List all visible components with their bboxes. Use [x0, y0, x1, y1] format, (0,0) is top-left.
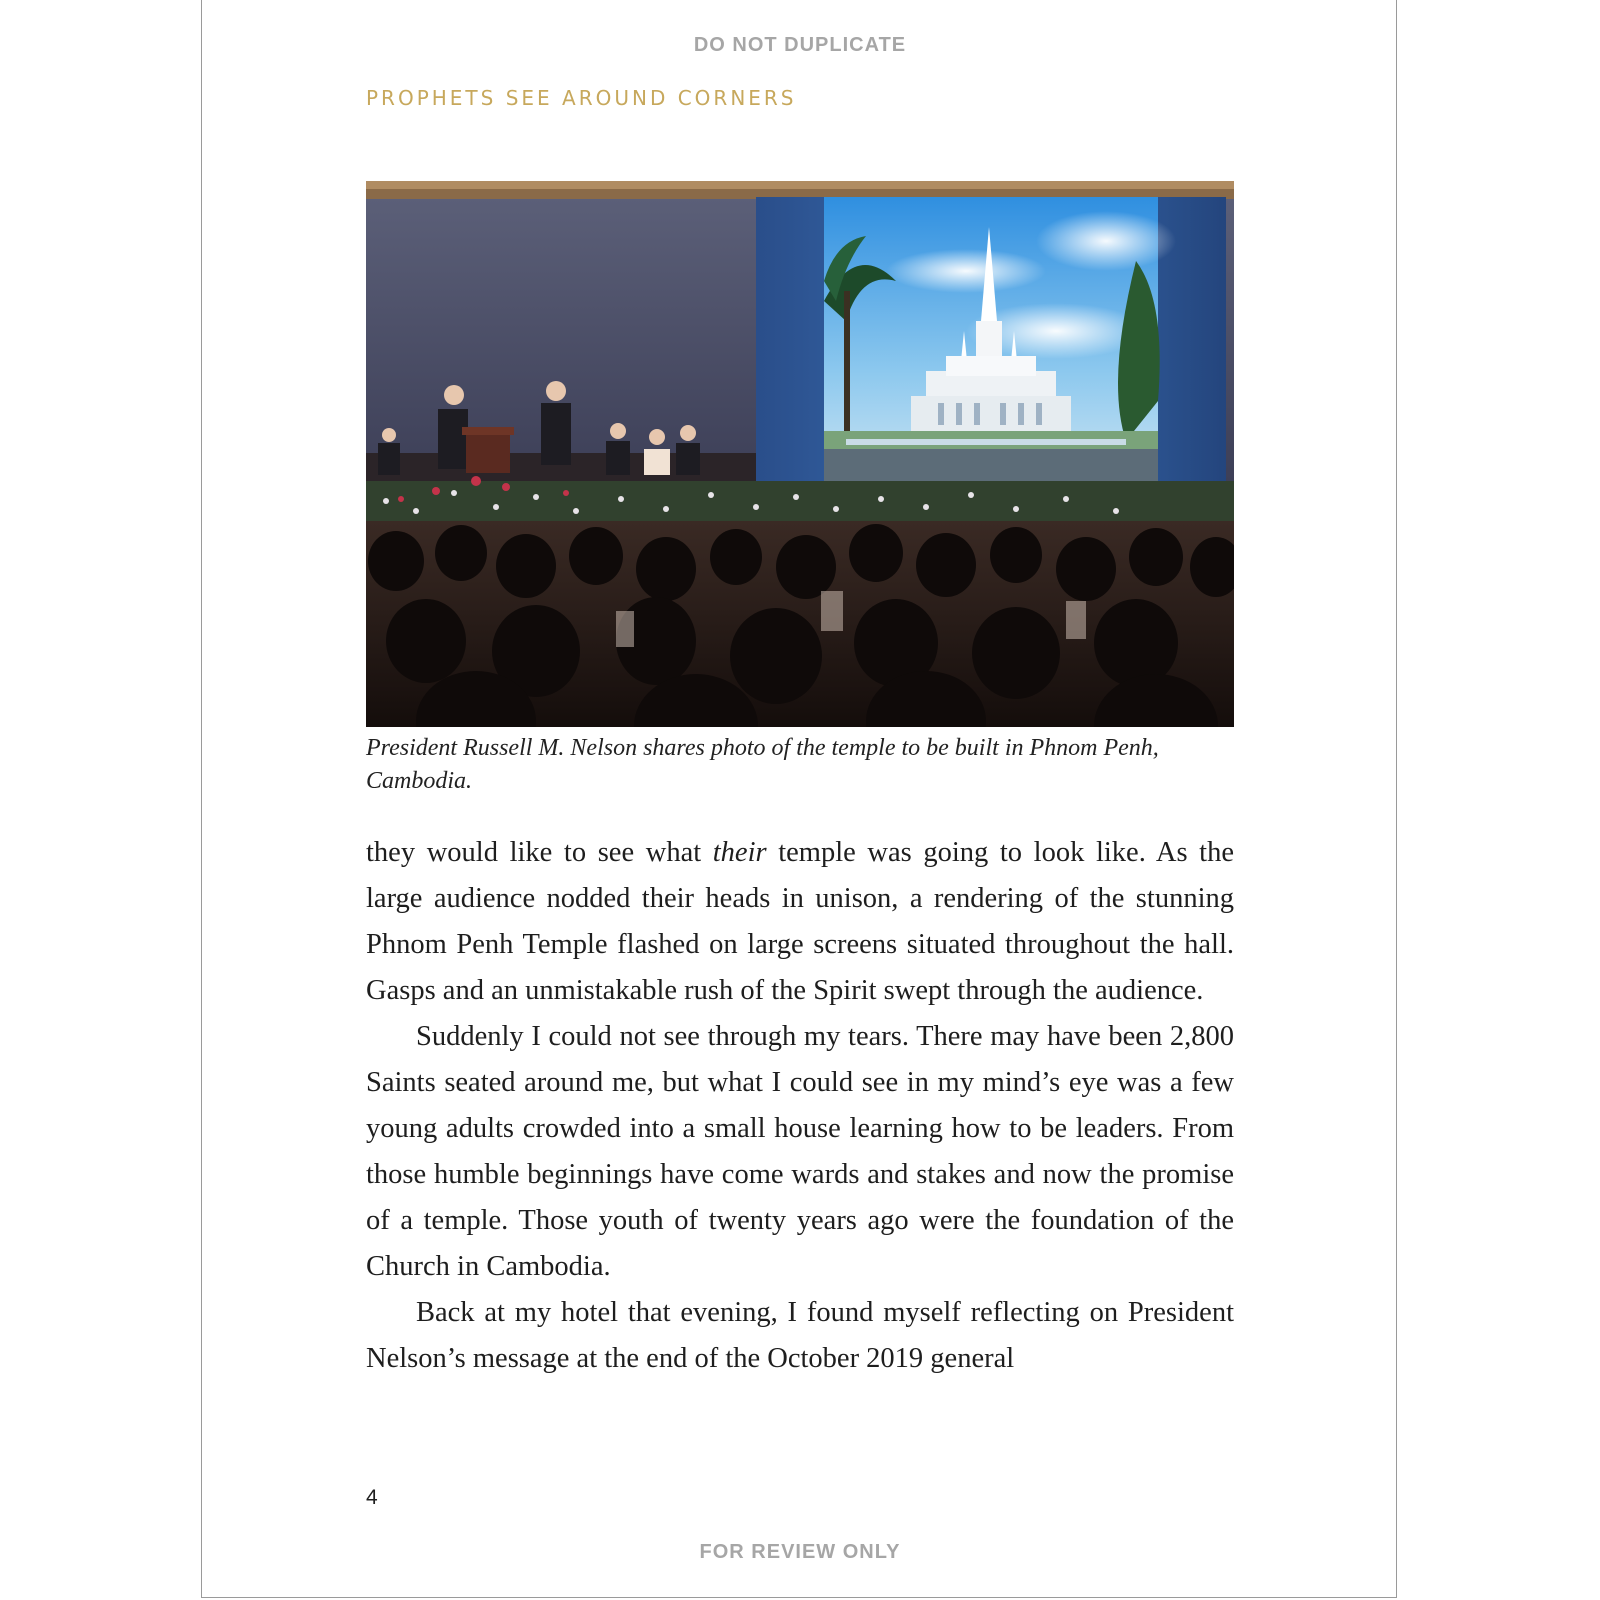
body-text	[366, 830, 1234, 1382]
running-head: PROPHETS SEE AROUND CORNERS	[366, 86, 797, 110]
emphasis-their: their	[712, 837, 767, 868]
watermark-top: DO NOT DUPLICATE	[693, 34, 907, 56]
page-number: 4	[366, 1486, 378, 1509]
figure-photo	[366, 181, 1234, 727]
paragraph-2: Suddenly I could not see through my tears. There may have been 2,800 Saints seated around me, but what I could see in my mind’s eye was a few young adults crowded into a small house learning how to be leaders. From those humble beginnings have come wards and stakes and now the promise of a temple. Those youth of twenty years ago were the foundation of the Church in Cambodia.	[366, 1021, 1234, 1282]
watermark-bottom: FOR REVIEW ONLY	[699, 1541, 901, 1563]
paragraph-1	[366, 830, 1234, 1014]
temple-announcement-photo	[366, 181, 1234, 727]
figure-caption: President Russell M. Nelson shares photo of the temple to be built in Phnom Penh, Cambodia.	[366, 735, 1159, 794]
paragraph-1-start: they would like to see what	[366, 837, 713, 868]
paragraph-1-rest: temple was going to look like. As the large audience nodded their heads in unison, a rendering of the stunning Phnom Penh Temple flashed on large screens situated throughout the hall. Gasps and an unmistakable rush of the Spirit swept through the audience.	[366, 837, 1234, 1006]
paragraph-3: Back at my hotel that evening, I found myself reflecting on President Nelson’s message at the end of the October 2019 general	[366, 1297, 1234, 1374]
